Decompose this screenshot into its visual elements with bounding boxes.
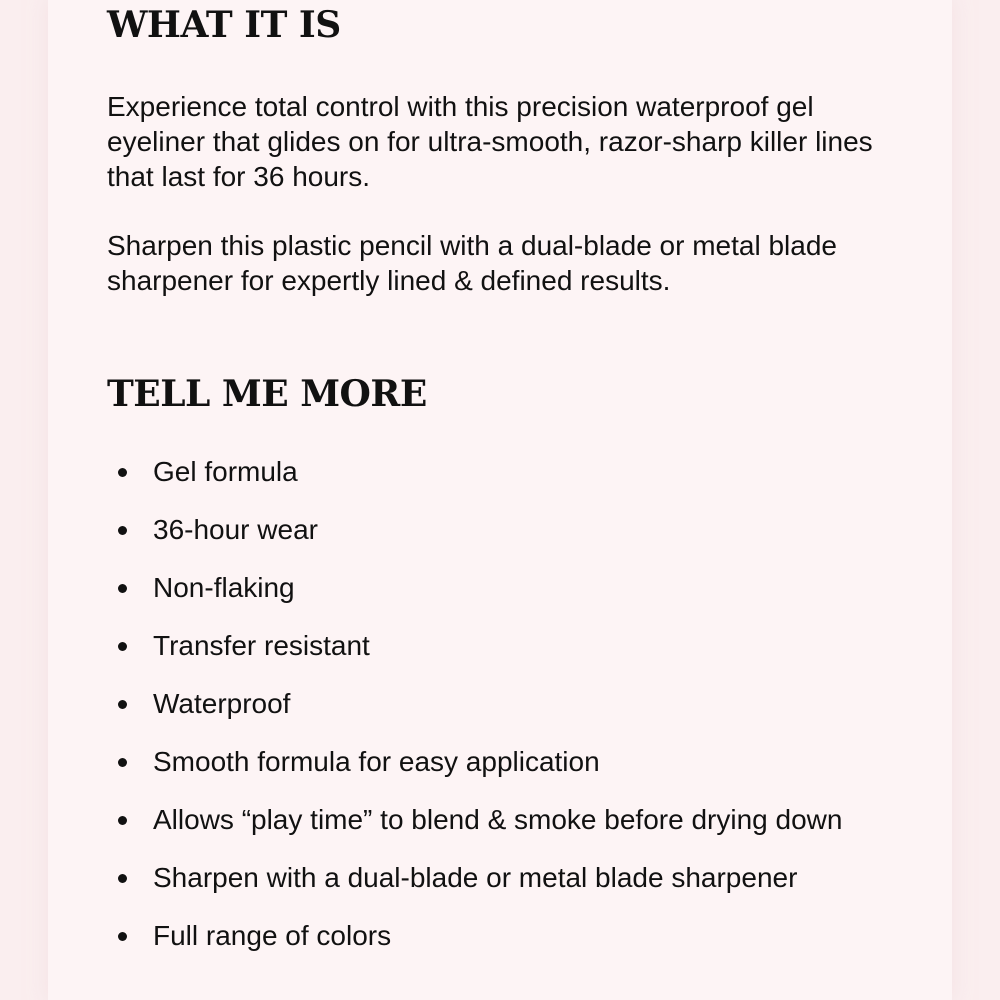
bullet-icon xyxy=(118,700,127,709)
list-item-text: Full range of colors xyxy=(153,920,392,951)
list-item xyxy=(107,860,907,895)
tell-me-more-heading: TELL ME MORE xyxy=(107,373,427,415)
list-item xyxy=(107,744,907,779)
list-item-text: Transfer resistant xyxy=(153,630,370,661)
list-item-text: Waterproof xyxy=(153,688,291,719)
bullet-icon xyxy=(118,758,127,767)
list-item xyxy=(107,570,907,605)
bullet-icon xyxy=(118,816,127,825)
bullet-icon xyxy=(118,874,127,883)
bullet-icon xyxy=(118,932,127,941)
feature-list xyxy=(107,454,907,976)
list-item xyxy=(107,686,907,721)
description-paragraph: Experience total control with this precision waterproof gel eyeliner that glides on for ultra-smooth, razor-sharp killer lines that last for 36 hours. xyxy=(107,91,873,192)
list-item-text: Sharpen with a dual-blade or metal blade sharpener xyxy=(153,862,798,893)
sharpening-paragraph: Sharpen this plastic pencil with a dual-blade or metal blade sharpener for expertly lined & defined results. xyxy=(107,230,837,296)
list-item xyxy=(107,454,907,489)
list-item-text: 36-hour wear xyxy=(153,514,318,545)
what-it-is-heading: WHAT IT IS xyxy=(107,4,341,46)
list-item xyxy=(107,512,907,547)
list-item-text: Non-flaking xyxy=(153,572,295,603)
list-item xyxy=(107,918,907,953)
list-item-text: Gel formula xyxy=(153,456,298,487)
bullet-icon xyxy=(118,526,127,535)
bullet-icon xyxy=(118,584,127,593)
list-item-text: Allows “play time” to blend & smoke before drying down xyxy=(153,804,843,835)
list-item-text: Smooth formula for easy application xyxy=(153,746,600,777)
list-item xyxy=(107,628,907,663)
list-item xyxy=(107,802,907,837)
bullet-icon xyxy=(118,642,127,651)
bullet-icon xyxy=(118,468,127,477)
